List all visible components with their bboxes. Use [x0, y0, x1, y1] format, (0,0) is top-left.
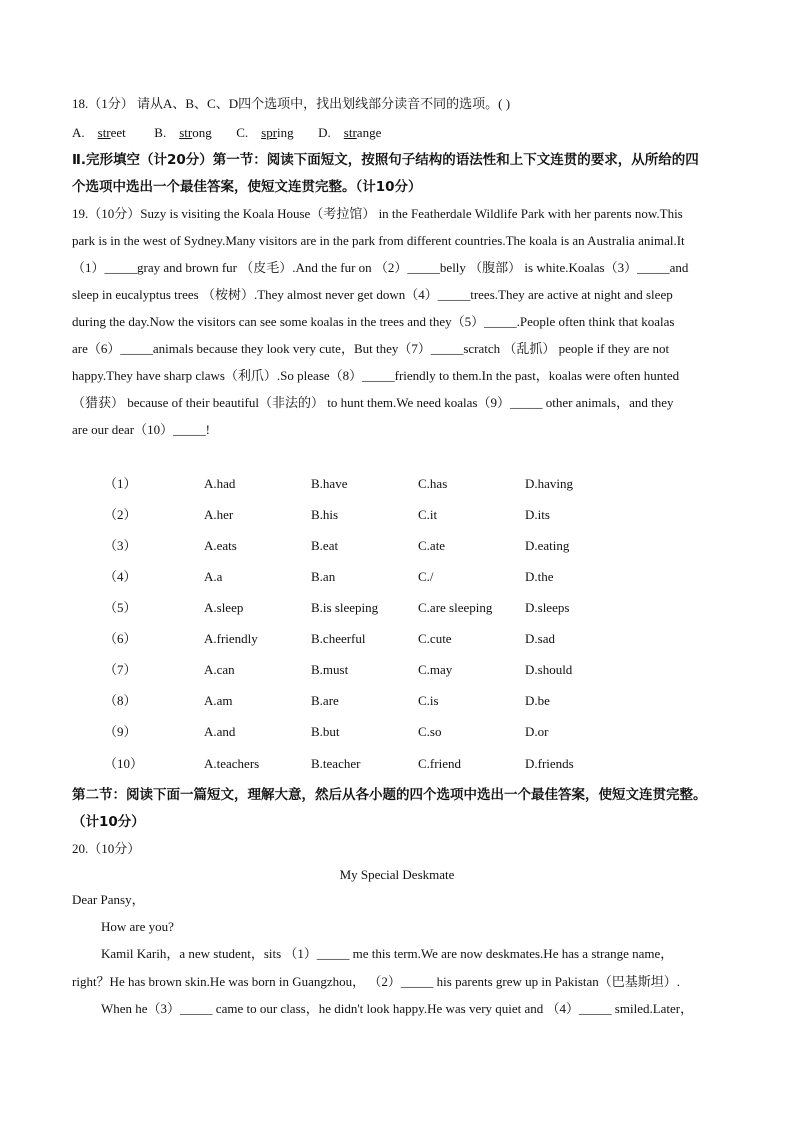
- option-a: A.had: [204, 476, 236, 491]
- section2b-heading-line1: 第二节：阅读下面一篇短文，理解大意，然后从各小题的四个选项中选出一个最佳答案，使短文连贯完整。: [72, 787, 707, 803]
- option-a: A.and: [204, 724, 236, 739]
- q18-option-d: D. strange: [318, 125, 382, 140]
- option-number: （4）: [104, 569, 137, 584]
- q19-option-row: [0, 568, 794, 586]
- section2-heading-line2: 个选项中选出一个最佳答案，使短文连贯完整。（计10分）: [72, 179, 422, 195]
- option-a: A.teachers: [204, 756, 260, 771]
- option-a: A.a: [204, 569, 223, 584]
- option-c: C.has: [418, 476, 448, 491]
- option-d: D.eating: [525, 538, 570, 553]
- option-number: （6）: [104, 631, 137, 646]
- option-number: （5）: [104, 600, 137, 615]
- option-a: A.am: [204, 693, 233, 708]
- option-c: C.are sleeping: [418, 600, 493, 615]
- option-b: B.but: [311, 724, 340, 739]
- option-a: A.eats: [204, 538, 237, 553]
- option-number: （8）: [104, 693, 137, 708]
- q18-option-a: A. street: [72, 125, 126, 140]
- q18-option-c: C. spring: [236, 125, 294, 140]
- option-number: （10）: [104, 756, 144, 771]
- q19-passage-line: during the day.Now the visitors can see some koalas in the trees and they（5）_____.People often think that koalas: [72, 314, 675, 329]
- q20-stem: 20.（10分）: [72, 841, 141, 856]
- option-d: D.should: [525, 662, 573, 677]
- option-d: D.friends: [525, 756, 574, 771]
- option-d: D.sleeps: [525, 600, 570, 615]
- option-d: D.be: [525, 693, 550, 708]
- q19-option-row: [0, 630, 794, 648]
- q20-greeting: Dear Pansy，: [72, 892, 145, 907]
- option-d: D.having: [525, 476, 574, 491]
- q18-options: [72, 124, 381, 142]
- option-b: B.is sleeping: [311, 600, 379, 615]
- option-c: C.so: [418, 724, 442, 739]
- q20-passage-line: How are you?: [101, 919, 174, 934]
- option-number: （9）: [104, 724, 137, 739]
- q19-option-row: [0, 723, 794, 741]
- option-d: D.or: [525, 724, 549, 739]
- q19-passage-line: （1）_____gray and brown fur （皮毛）.And the fur on （2）_____belly （腹部） is white.Koalas（3）_____and: [72, 260, 689, 275]
- q19-option-row: [0, 692, 794, 710]
- option-d: D.its: [525, 507, 550, 522]
- option-number: （2）: [104, 507, 137, 522]
- option-b: B.have: [311, 476, 348, 491]
- option-c: C./: [418, 569, 434, 584]
- q18-stem: 18.（1分） 请从A、B、C、D四个选项中，找出划线部分读音不同的选项。( ): [72, 96, 511, 111]
- q19-option-row: [0, 755, 794, 773]
- option-b: B.an: [311, 569, 336, 584]
- option-c: C.cute: [418, 631, 452, 646]
- option-b: B.cheerful: [311, 631, 366, 646]
- option-a: A.friendly: [204, 631, 258, 646]
- option-c: C.may: [418, 662, 453, 677]
- q19-passage-line: 19.（10分）Suzy is visiting the Koala House（考拉馆） in the Featherdale Wildlife Park with her parents now.This: [72, 206, 683, 221]
- q19-option-row: [0, 599, 794, 617]
- q20-passage-line: Kamil Karih，a new student，sits （1）_____ me this term.We are now deskmates.He has a strange name，: [101, 946, 674, 961]
- section2b-heading-line2: （计10分）: [72, 814, 145, 830]
- q19-passage-line: are our dear（10）_____!: [72, 422, 210, 437]
- option-c: C.it: [418, 507, 438, 522]
- option-a: A.can: [204, 662, 235, 677]
- q19-passage-line: happy.They have sharp claws（利爪）.So please（8）_____friendly to them.In the past，koalas were often hunted: [72, 368, 680, 383]
- option-b: B.must: [311, 662, 349, 677]
- option-c: C.friend: [418, 756, 461, 771]
- q19-option-row: [0, 475, 794, 493]
- q20-title: My Special Deskmate: [339, 867, 455, 882]
- option-d: D.the: [525, 569, 554, 584]
- option-number: （3）: [104, 538, 137, 553]
- option-b: B.teacher: [311, 756, 361, 771]
- option-c: C.ate: [418, 538, 446, 553]
- q19-option-row: [0, 661, 794, 679]
- q19-passage-line: sleep in eucalyptus trees （桉树）.They almost never get down（4）_____trees.They are active at night and sleep: [72, 287, 673, 302]
- option-a: A.sleep: [204, 600, 244, 615]
- option-b: B.eat: [311, 538, 339, 553]
- option-d: D.sad: [525, 631, 555, 646]
- option-b: B.his: [311, 507, 339, 522]
- option-c: C.is: [418, 693, 439, 708]
- option-a: A.her: [204, 507, 234, 522]
- q18-option-b: B. strong: [154, 125, 212, 140]
- section2-heading-line1: Ⅱ.完形填空（计20分）第一节：阅读下面短文，按照句子结构的语法性和上下文连贯的要求，从所给的四: [72, 152, 699, 168]
- q19-option-row: [0, 537, 794, 555]
- option-b: B.are: [311, 693, 339, 708]
- q20-passage-line: right？He has brown skin.He was born in Guangzhou， （2）_____ his parents grew up in Pakistan（巴基斯坦）.: [72, 974, 681, 989]
- q19-option-row: [0, 506, 794, 524]
- option-number: （7）: [104, 662, 137, 677]
- q20-passage-line: When he（3）_____ came to our class，he didn't look happy.He was very quiet and （4）_____ smiled.Later，: [101, 1001, 694, 1016]
- q19-passage-line: （猎获） because of their beautiful（非法的） to hunt them.We need koalas（9）_____ other animals，and they: [72, 395, 674, 410]
- option-number: （1）: [104, 476, 137, 491]
- q19-passage-line: are（6）_____animals because they look very cute，But they（7）_____scratch （乱抓） people if they are not: [72, 341, 670, 356]
- q19-passage-line: park is in the west of Sydney.Many visitors are in the park from different countries.The koala is an Australia animal.It: [72, 233, 685, 248]
